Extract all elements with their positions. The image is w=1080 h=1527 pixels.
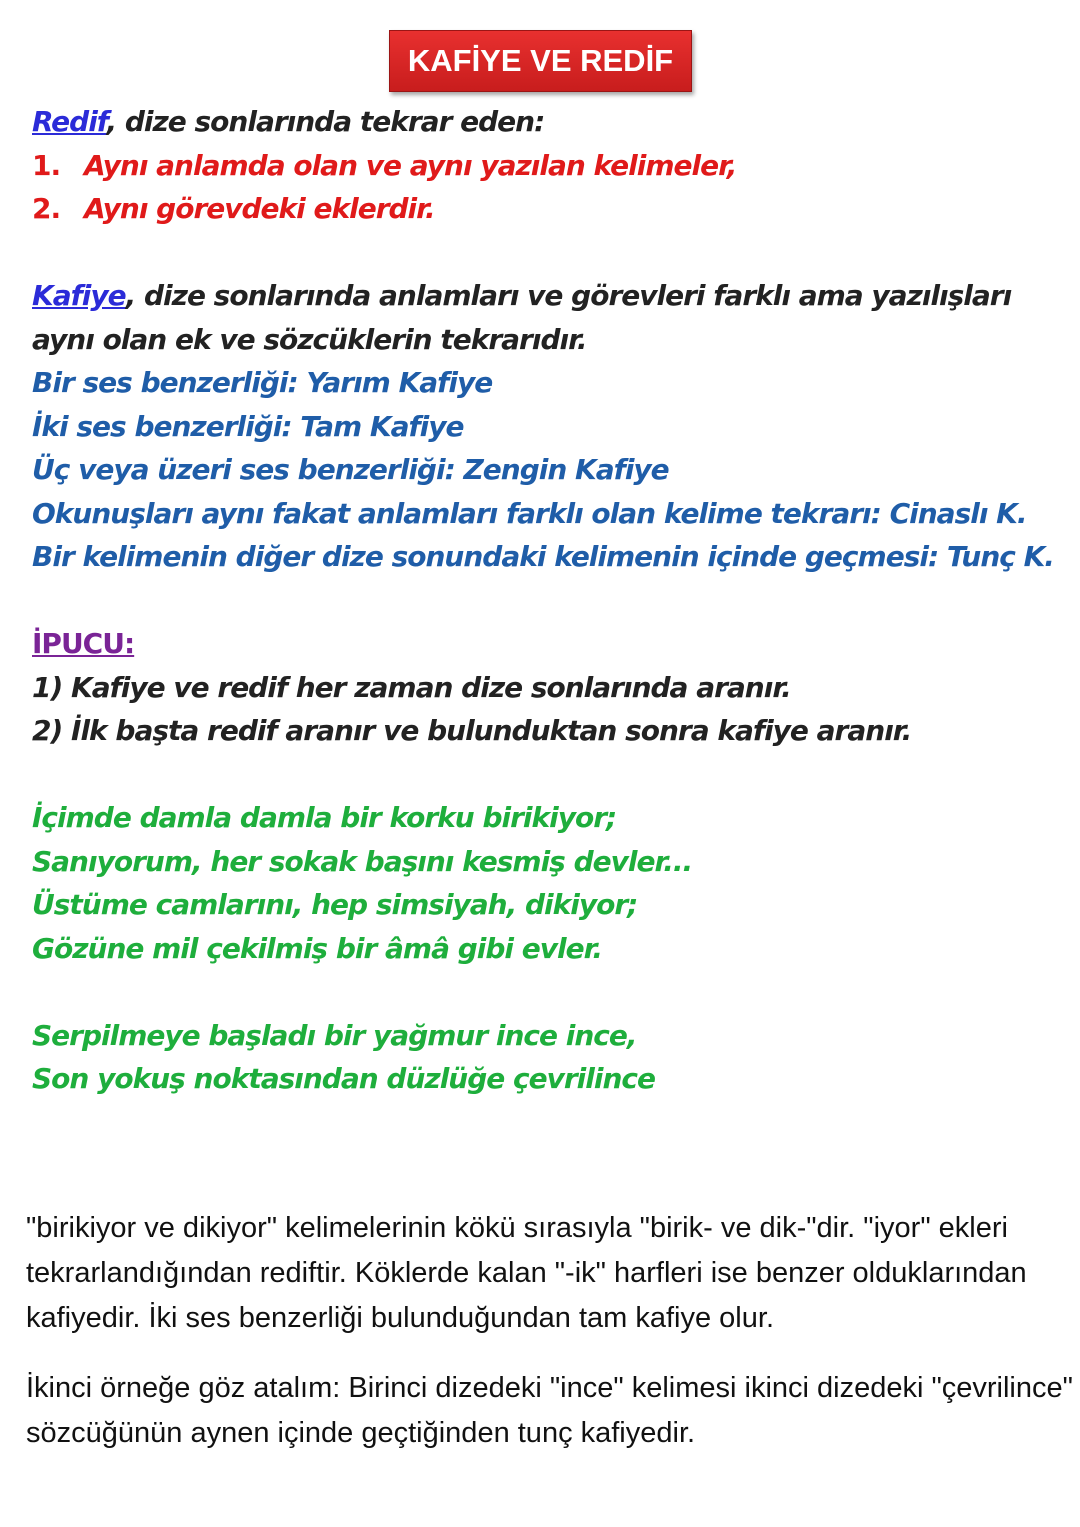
kafiye-term: Kafiye bbox=[32, 279, 126, 312]
kafiye-type: İki ses benzerliği: Tam Kafiye bbox=[32, 409, 464, 443]
poem-line: Gözüne mil çekilmiş bir âmâ gibi evler. bbox=[32, 931, 603, 965]
slide-content bbox=[32, 100, 1072, 1101]
ipucu-heading-row bbox=[32, 622, 1072, 666]
poem-line: Son yokuş noktasından düzlüğe çevrilince bbox=[32, 1062, 655, 1095]
poem-line: Üstüme camlarını, hep simsiyah, dikiyor; bbox=[32, 888, 638, 921]
explanation-paragraph: "birikiyor ve dikiyor" kelimelerinin kökü sırasıyla "birik- ve dik-"dir. "iyor" ekleri tekrarlandığından rediftir. Köklerde kalan "-ik" harfleri ise benzer olduklarından kafiyedir. İki ses benzerliği bulunduğundan tam kafiye olur. bbox=[26, 1212, 1027, 1334]
redif-term: Redif bbox=[32, 105, 107, 138]
poem-line: Serpilmeye başladı bir yağmur ince ince, bbox=[32, 1018, 637, 1052]
kafiye-definition-cont: aynı olan ek ve sözcüklerin tekrarıdır. bbox=[32, 322, 587, 356]
kafiye-type: Okunuşları aynı fakat anlamları farklı olan kelime tekrarı: Cinaslı K. bbox=[32, 496, 1027, 530]
redif-item: 2. Aynı görevdeki eklerdir. bbox=[32, 192, 435, 225]
poem-line: Sanıyorum, her sokak başını kesmiş devler... bbox=[32, 844, 693, 878]
title-banner bbox=[389, 30, 692, 92]
kafiye-definition: Kafiye, dize sonlarında anlamları ve görevleri farklı ama yazılışları bbox=[32, 279, 1012, 312]
kafiye-type: Bir ses benzerliği: Yarım Kafiye bbox=[32, 366, 493, 399]
ipucu-item: 2) İlk başta redif aranır ve bulunduktan sonra kafiye aranır. bbox=[32, 714, 912, 747]
ipucu-heading: İPUCU: bbox=[32, 627, 135, 660]
kafiye-type: Bir kelimenin diğer dize sonundaki kelimenin içinde geçmesi: Tunç K. bbox=[32, 540, 1054, 573]
page-title: KAFİYE VE REDİF bbox=[407, 43, 674, 78]
explanation-paragraph: İkinci örneğe göz atalım: Birinci dizedeki "ince" kelimesi ikinci dizedeki "çevrilince" sözcüğünün aynen içinde geçtiğinden tunç kafiyedir. bbox=[26, 1372, 1073, 1449]
poem-line: İçimde damla damla bir korku birikiyor; bbox=[32, 801, 617, 834]
redif-definition: Redif, dize sonlarında tekrar eden: bbox=[32, 105, 545, 138]
ipucu-item: 1) Kafiye ve redif her zaman dize sonlarında aranır. bbox=[32, 670, 791, 704]
redif-item: 1. Aynı anlamda olan ve aynı yazılan kelimeler, bbox=[32, 148, 737, 182]
kafiye-type: Üç veya üzeri ses benzerliği: Zengin Kafiye bbox=[32, 453, 669, 486]
